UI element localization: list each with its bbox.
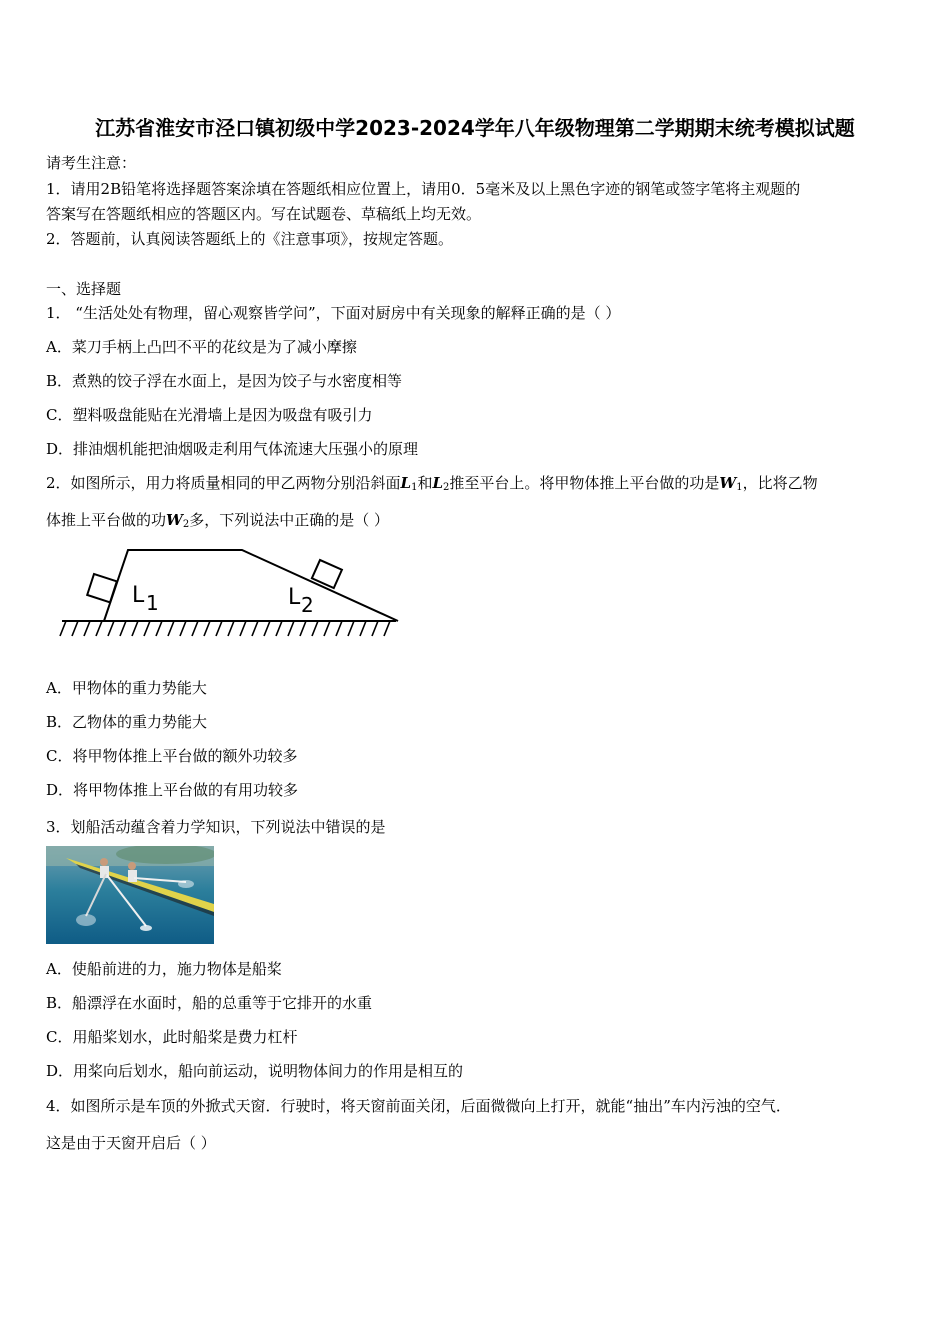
rowing-photo	[46, 846, 214, 944]
q2-text-3: ，比将乙物	[742, 474, 818, 492]
notice-line-1: 1．请用2B铅笔将选择题答案涂填在答题纸相应位置上，请用0．5毫米及以上黑色字迹的钢笔或签字笔将主观题的	[46, 180, 801, 198]
q3-option-c: C．用船桨划水，此时船桨是费力杠杆	[46, 1028, 298, 1046]
q3-option-d: D．用桨向后划水，船向前运动，说明物体间力的作用是相互的	[46, 1062, 464, 1080]
notice-line-3: 2．答题前，认真阅读答题纸上的《注意事项》，按规定答题。	[46, 230, 454, 248]
q2-stem-line-2	[46, 509, 389, 530]
q2-text-5: 多，下列说法中正确的是（ ）	[189, 511, 390, 529]
notice-line-2: 答案写在答题纸相应的答题区内。写在试题卷、草稿纸上均无效。	[46, 205, 482, 223]
q2-l1-symbol: L	[400, 474, 412, 492]
q4-stem-line-2: 这是由于天窗开启后（ ）	[46, 1134, 216, 1152]
q2-w1-sub: 1	[736, 482, 743, 493]
exam-title: 江苏省淮安市泾口镇初级中学2023-2024学年八年级物理第二学期期末统考模拟试题	[95, 116, 855, 140]
q2-text-2: 推至平台上。将甲物体推上平台做的功是	[449, 474, 720, 492]
q1-option-c: C．塑料吸盘能贴在光滑墙上是因为吸盘有吸引力	[46, 406, 373, 424]
q2-option-d: D．将甲物体推上平台做的有用功较多	[46, 781, 299, 799]
q2-option-b: B．乙物体的重力势能大	[46, 713, 208, 731]
label-l1: L	[132, 583, 145, 608]
q3-option-b: B．船漂浮在水面时，船的总重等于它排开的水重	[46, 994, 373, 1012]
q2-w2-sub: 2	[182, 519, 190, 530]
q2-l2-symbol: L	[432, 474, 444, 492]
label-l2-sub: 2	[301, 593, 314, 617]
q2-w1-symbol: W	[719, 474, 737, 492]
section-heading: 一、选择题	[46, 280, 122, 298]
q1-option-d: D．排油烟机能把油烟吸走利用气体流速大压强小的原理	[46, 440, 419, 458]
q2-and: 和	[417, 474, 433, 492]
q2-text-1: 2．如图所示，用力将质量相同的甲乙两物分别沿斜面	[46, 474, 401, 492]
q2-option-a: A．甲物体的重力势能大	[46, 679, 207, 697]
label-l1-sub: 1	[146, 591, 159, 615]
q2-text-4: 体推上平台做的功	[46, 511, 167, 529]
q4-stem-line-1: 4．如图所示是车顶的外掀式天窗．行驶时，将天窗前面关闭，后面微微向上打开，就能“抽出”车内污浊的空气．	[46, 1097, 791, 1115]
ground-hatching	[60, 621, 390, 636]
q1-stem: 1． “生活处处有物理，留心观察皆学问”，下面对厨房中有关现象的解释正确的是（ ）	[46, 304, 621, 322]
incline-figure	[56, 544, 406, 649]
block-jia	[87, 574, 117, 602]
q3-stem: 3．划船活动蕴含着力学知识，下列说法中错误的是	[46, 818, 386, 836]
q3-option-a: A．使船前进的力，施力物体是船桨	[46, 960, 282, 978]
notice-heading: 请考生注意：	[46, 154, 137, 172]
q1-option-a: A．菜刀手柄上凸凹不平的花纹是为了减小摩擦	[46, 338, 357, 356]
q2-option-c: C．将甲物体推上平台做的额外功较多	[46, 747, 298, 765]
q2-l1-sub: 1	[411, 482, 418, 493]
q1-option-b: B．煮熟的饺子浮在水面上，是因为饺子与水密度相等	[46, 372, 403, 390]
q2-stem-line-1	[46, 472, 818, 493]
q2-w2-symbol: W	[166, 511, 183, 529]
q2-l2-sub: 2	[443, 482, 450, 493]
label-l2: L	[288, 585, 301, 610]
